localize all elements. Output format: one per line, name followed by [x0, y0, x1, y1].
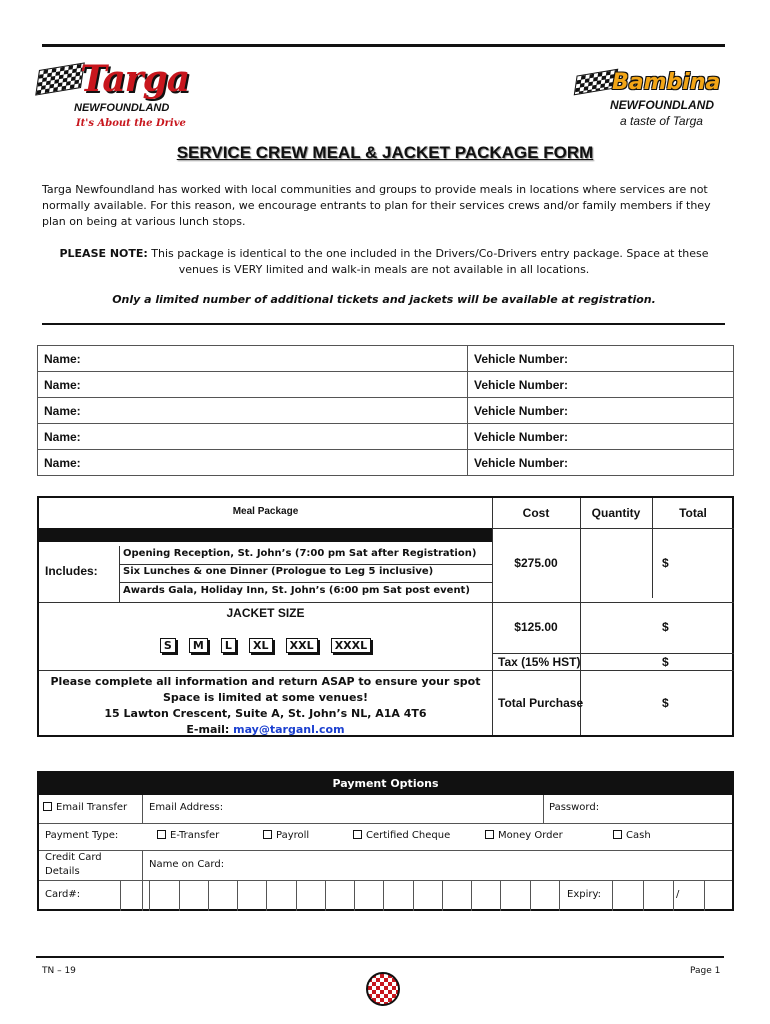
- checkbox-icon: [485, 830, 494, 839]
- size-xxxl-option[interactable]: XXXL: [331, 638, 371, 653]
- page-number: Page 1: [690, 966, 721, 976]
- please-note-text: This package is identical to the one included in the Drivers/Co-Drivers entry package. Space at these venues is VERY limited and walk-in meals are not available in all locations.: [147, 247, 709, 276]
- name-field[interactable]: Name:: [38, 398, 468, 424]
- vehicle-number-field[interactable]: Vehicle Number:: [468, 450, 734, 476]
- footer-rule: [36, 956, 724, 958]
- includes-item: Awards Gala, Holiday Inn, St. John’s (6:00 pm Sat post event): [123, 585, 470, 596]
- meal-cost: $275.00: [514, 556, 558, 570]
- password-field[interactable]: Password:: [549, 802, 600, 813]
- size-s-option[interactable]: S: [160, 638, 176, 653]
- intro-paragraph: Targa Newfoundland has worked with local communities and groups to provide meals in locations where services are not normally available. For this reason, we encourage entrants to plan for their services crews and/or family members if they plan on being at various lunch stops.: [42, 183, 711, 228]
- table-row: [38, 346, 734, 372]
- meal-quantity-field[interactable]: [580, 538, 652, 598]
- bambina-logo-tagline: a taste of Targa: [620, 114, 703, 128]
- payment-type-label: Payment Type:: [45, 830, 119, 841]
- vehicle-number-field[interactable]: Vehicle Number:: [468, 398, 734, 424]
- tax-total-field[interactable]: $: [662, 655, 669, 669]
- table-row: [38, 450, 734, 476]
- jacket-size-options: [39, 634, 492, 653]
- bambina-logo-word: Bambina: [612, 70, 721, 95]
- email-label: E-mail:: [186, 723, 234, 736]
- form-code: TN – 19: [42, 966, 76, 976]
- please-note: [42, 246, 726, 278]
- table-row: [38, 372, 734, 398]
- meal-package-table: [37, 496, 734, 737]
- jacket-quantity-field[interactable]: [580, 604, 652, 652]
- includes-list: [119, 546, 492, 602]
- expiry-separator: /: [676, 889, 680, 900]
- option-label: Money Order: [498, 830, 563, 841]
- table-row: [38, 424, 734, 450]
- cost-header: Cost: [522, 506, 550, 520]
- targa-logo: [36, 58, 206, 134]
- option-label: E-Transfer: [170, 830, 220, 841]
- size-xl-option[interactable]: XL: [249, 638, 273, 653]
- mailing-address: 15 Lawton Crescent, Suite A, St. John’s NL, A1A 4T6: [104, 707, 427, 720]
- tax-label: Tax (15% HST): [498, 655, 581, 669]
- top-rule: [42, 44, 725, 47]
- expiry-label: Expiry:: [567, 889, 602, 900]
- size-xxl-option[interactable]: XXL: [286, 638, 318, 653]
- payment-type-payroll[interactable]: [263, 830, 309, 841]
- crew-names-table: [37, 345, 734, 476]
- bambina-logo: [570, 68, 746, 132]
- expiry-boxes[interactable]: [612, 880, 734, 911]
- header-bar: [39, 528, 492, 542]
- return-instructions-line: Please complete all information and return ASAP to ensure your spot: [50, 675, 481, 688]
- name-field[interactable]: Name:: [38, 450, 468, 476]
- section-rule: [42, 323, 725, 325]
- payment-options-table: [37, 771, 734, 911]
- option-label: Cash: [626, 830, 651, 841]
- jacket-total-field[interactable]: $: [662, 620, 669, 634]
- vehicle-number-field[interactable]: Vehicle Number:: [468, 424, 734, 450]
- quantity-header: Quantity: [591, 506, 641, 520]
- email-link[interactable]: may@targanl.com: [233, 723, 345, 736]
- payment-type-certified-cheque[interactable]: [353, 830, 450, 841]
- vehicle-number-field[interactable]: Vehicle Number:: [468, 372, 734, 398]
- email-address-field[interactable]: Email Address:: [149, 802, 224, 813]
- meal-package-header: Meal Package: [232, 506, 299, 517]
- targa-logo-tagline: It's About the Drive: [76, 118, 186, 129]
- checkered-flag-icon: [35, 62, 85, 95]
- credit-card-details-label: Details: [45, 866, 80, 877]
- includes-item: Opening Reception, St. John’s (7:00 pm Sat after Registration): [123, 548, 477, 559]
- targa-logo-sub: NEWFOUNDLAND: [74, 102, 170, 114]
- size-l-option[interactable]: L: [221, 638, 236, 653]
- payment-type-money-order[interactable]: [485, 830, 563, 841]
- jacket-size-label: JACKET SIZE: [226, 606, 305, 620]
- total-purchase-label: Total Purchase: [498, 696, 584, 710]
- jacket-cost: $125.00: [514, 620, 558, 634]
- checkbox-icon: [157, 830, 166, 839]
- email-transfer-option[interactable]: [43, 802, 127, 813]
- limited-notice: Only a limited number of additional tickets and jackets will be available at registration.: [112, 293, 656, 306]
- checkbox-icon: [613, 830, 622, 839]
- checkbox-icon: [263, 830, 272, 839]
- return-instructions-line: Space is limited at some venues!: [162, 691, 369, 704]
- option-label: Certified Cheque: [366, 830, 451, 841]
- credit-card-label: Credit Card: [45, 852, 102, 863]
- total-purchase-field[interactable]: $: [662, 696, 669, 710]
- please-note-label: PLEASE NOTE:: [59, 247, 148, 260]
- payment-type-etransfer[interactable]: [157, 830, 219, 841]
- name-field[interactable]: Name:: [38, 424, 468, 450]
- payment-options-header: Payment Options: [39, 773, 732, 795]
- return-instructions: [39, 674, 492, 738]
- bambina-logo-sub: NEWFOUNDLAND: [610, 98, 714, 112]
- email-transfer-label: Email Transfer: [56, 802, 128, 813]
- option-label: Payroll: [276, 830, 310, 841]
- name-on-card-field[interactable]: Name on Card:: [149, 859, 225, 870]
- card-number-boxes[interactable]: [120, 880, 560, 911]
- table-row: [38, 398, 734, 424]
- checkered-seal-icon: [366, 972, 400, 1006]
- includes-item: Six Lunches & one Dinner (Prologue to Leg 5 inclusive): [123, 566, 434, 577]
- payment-type-cash[interactable]: [613, 830, 651, 841]
- targa-logo-word: Targa: [80, 58, 190, 100]
- vehicle-number-field[interactable]: Vehicle Number:: [468, 346, 734, 372]
- card-number-label: Card#:: [45, 889, 81, 900]
- includes-label: Includes:: [45, 564, 98, 578]
- name-field[interactable]: Name:: [38, 372, 468, 398]
- total-header: Total: [679, 506, 707, 520]
- size-m-option[interactable]: M: [189, 638, 208, 653]
- form-title: SERVICE CREW MEAL & JACKET PACKAGE FORM: [176, 143, 594, 162]
- checkbox-icon: [353, 830, 362, 839]
- email-line: [39, 722, 492, 738]
- name-field[interactable]: Name:: [38, 346, 468, 372]
- checkbox-icon: [43, 802, 52, 811]
- meal-total-field[interactable]: $: [662, 556, 669, 570]
